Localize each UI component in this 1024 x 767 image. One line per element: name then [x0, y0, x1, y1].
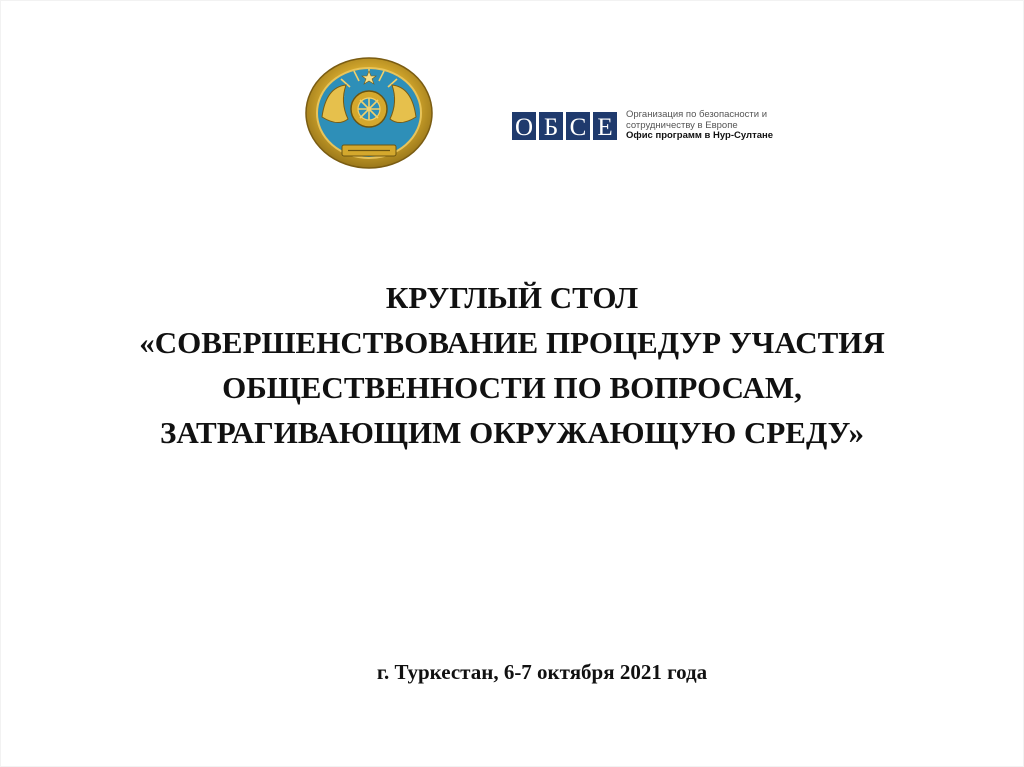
title-line-2: «СОВЕРШЕНСТВОВАНИЕ ПРОЦЕДУР УЧАСТИЯ — [139, 325, 885, 360]
title-line-3: ОБЩЕСТВЕННОСТИ ПО ВОПРОСАМ, — [222, 370, 802, 405]
svg-text:С: С — [569, 114, 587, 141]
slide-title — [60, 275, 964, 455]
osce-caption-line3: Офис программ в Нур-Султане — [626, 130, 774, 141]
title-line-4: ЗАТРАГИВАЮЩИМ ОКРУЖАЮЩУЮ СРЕДУ» — [160, 415, 864, 450]
title-line-1: КРУГЛЫЙ СТОЛ — [385, 280, 639, 315]
svg-text:Е: Е — [597, 114, 613, 141]
osce-caption-line2: сотрудничеству в Европе — [626, 119, 738, 131]
osce-caption-line1: Организация по безопасности и — [626, 109, 768, 120]
svg-text:О: О — [514, 114, 534, 141]
kazakhstan-emblem-icon — [304, 57, 434, 170]
osce-caption — [626, 110, 773, 142]
svg-text:Б: Б — [543, 114, 559, 141]
osce-acronym-icon — [512, 108, 622, 144]
place-date: г. Туркестан, 6-7 октября 2021 года — [376, 660, 708, 684]
